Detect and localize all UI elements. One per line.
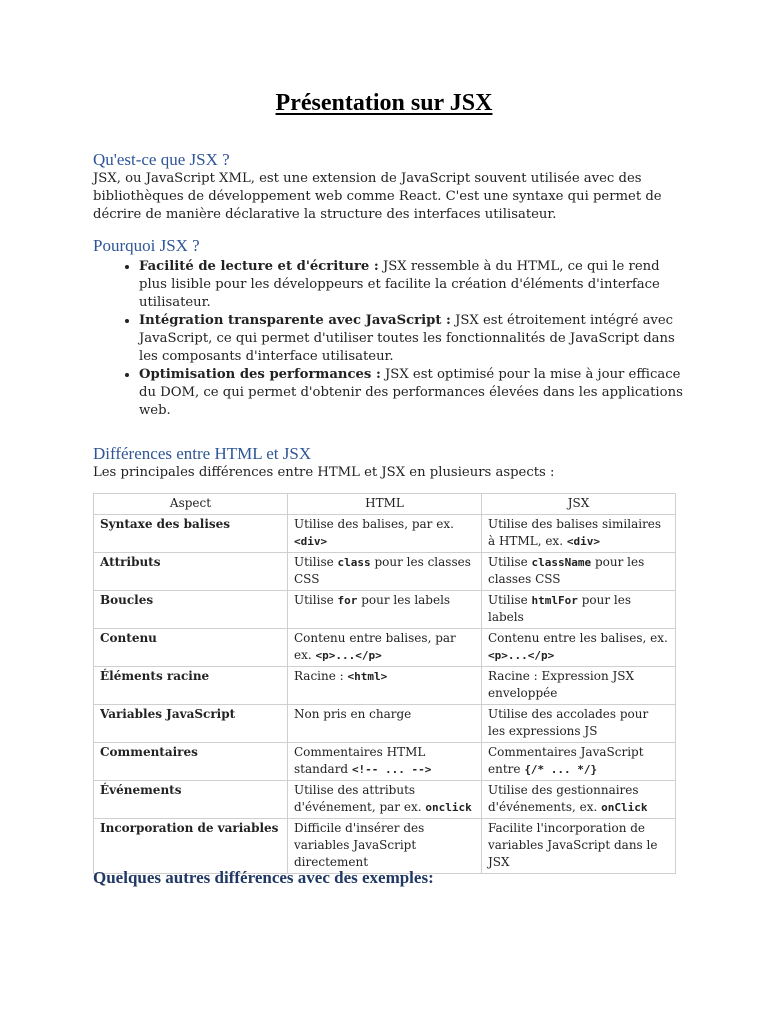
why-item-text: JSX est étroitement intégré avec JavaScript, ce qui permet d'utiliser toutes les fonctionnalités de JavaScript dans les composants d'interface utilisateur.	[139, 313, 675, 364]
cell-text: Racine : Expression JSX enveloppée	[488, 669, 635, 700]
table-row	[94, 819, 676, 874]
cell-html	[288, 819, 482, 874]
cell-text: Utilise	[294, 555, 338, 569]
table-row	[94, 591, 676, 629]
table-row	[94, 667, 676, 705]
cell-text: Utilise des balises, par ex.	[294, 517, 454, 531]
cell-jsx	[482, 515, 676, 553]
cell-aspect: Attributs	[94, 553, 288, 591]
section-diff	[93, 444, 683, 482]
why-list	[93, 258, 683, 420]
cell-jsx	[482, 781, 676, 819]
cell-aspect: Événements	[94, 781, 288, 819]
table-row	[94, 553, 676, 591]
cell-html	[288, 629, 482, 667]
cell-text: Utilise des attributs d'événement, par ex.	[294, 783, 426, 814]
table-row	[94, 629, 676, 667]
header-aspect: Aspect	[94, 494, 288, 515]
why-item-title: Intégration transparente avec JavaScript :	[139, 313, 451, 328]
cell-html	[288, 743, 482, 781]
why-item-text: JSX est optimisé pour la mise à jour efficace du DOM, ce qui permet d'obtenir des performances élevées dans les applications web.	[139, 367, 683, 418]
section-what	[93, 150, 683, 224]
cell-aspect: Variables JavaScript	[94, 705, 288, 743]
cell-html	[288, 667, 482, 705]
cell-jsx	[482, 705, 676, 743]
cell-jsx	[482, 743, 676, 781]
why-list-item	[139, 366, 683, 420]
cell-aspect: Syntaxe des balises	[94, 515, 288, 553]
why-list-item	[139, 258, 683, 312]
code-snippet: <p>...</p>	[488, 649, 555, 662]
cell-text: Non pris en charge	[294, 707, 412, 721]
cell-text: Utilise	[294, 593, 338, 607]
cell-jsx	[482, 591, 676, 629]
section-more	[93, 868, 683, 888]
cell-html	[288, 515, 482, 553]
cell-text: Utilise des balises similaires à HTML, ex.	[488, 517, 662, 548]
header-jsx: JSX	[482, 494, 676, 515]
code-snippet: onclick	[425, 801, 472, 814]
cell-html	[288, 553, 482, 591]
cell-html	[288, 591, 482, 629]
cell-text: Contenu entre balises, par ex.	[294, 631, 456, 662]
table-header-row	[94, 494, 676, 515]
cell-text: pour les labels	[357, 593, 451, 607]
cell-aspect: Incorporation de variables	[94, 819, 288, 874]
cell-text: Utilise	[488, 555, 532, 569]
table-row	[94, 515, 676, 553]
cell-text: Commentaires JavaScript entre	[488, 745, 644, 776]
code-snippet: <div>	[294, 535, 328, 548]
section-why	[93, 236, 683, 420]
cell-aspect: Boucles	[94, 591, 288, 629]
table-row	[94, 705, 676, 743]
cell-text: pour les labels	[488, 593, 631, 624]
code-snippet: <!-- ... -->	[351, 763, 432, 776]
paragraph-diff-intro: Les principales différences entre HTML et JSX en plusieurs aspects :	[93, 465, 555, 480]
cell-html	[288, 705, 482, 743]
cell-text: Utilise	[488, 593, 532, 607]
cell-html	[288, 781, 482, 819]
why-item-title: Facilité de lecture et d'écriture :	[139, 259, 379, 274]
cell-jsx	[482, 553, 676, 591]
cell-text: Difficile d'insérer des variables JavaScript directement	[294, 821, 425, 869]
cell-text: Racine :	[294, 669, 348, 683]
code-snippet: <div>	[566, 535, 600, 548]
cell-text: Facilite l'incorporation de variables JavaScript dans le JSX	[488, 821, 658, 869]
why-list-item	[139, 312, 683, 366]
cell-text: Utilise des gestionnaires d'événements, ex.	[488, 783, 639, 814]
code-snippet: for	[337, 594, 358, 607]
why-item-text: JSX ressemble à du HTML, ce qui le rend plus lisible pour les développeurs et facilite la création d'éléments d'interface utilisateur.	[139, 259, 660, 310]
cell-text: Contenu entre les balises, ex.	[488, 631, 668, 645]
page-title: Présentation sur JSX	[275, 90, 493, 116]
paragraph-what: JSX, ou JavaScript XML, est une extension de JavaScript souvent utilisée avec des bibliothèques de développement web comme React. C'est une syntaxe qui permet de décrire de manière déclarative la structure des interfaces utilisateur.	[93, 171, 662, 222]
cell-jsx	[482, 667, 676, 705]
heading-why: Pourquoi JSX ?	[93, 236, 200, 255]
cell-jsx	[482, 819, 676, 874]
heading-diff: Différences entre HTML et JSX	[93, 444, 312, 463]
code-snippet: htmlFor	[531, 594, 578, 607]
code-snippet: onClick	[601, 801, 648, 814]
table-row	[94, 743, 676, 781]
code-snippet: <p>...</p>	[315, 649, 382, 662]
code-snippet: <html>	[347, 670, 388, 683]
code-snippet: class	[337, 556, 371, 569]
cell-jsx	[482, 629, 676, 667]
header-html: HTML	[288, 494, 482, 515]
code-snippet: {/* ... */}	[524, 763, 598, 776]
cell-text: Utilise des accolades pour les expressions JS	[488, 707, 649, 738]
cell-aspect: Contenu	[94, 629, 288, 667]
cell-text: Commentaires HTML standard	[294, 745, 426, 776]
cell-text: pour les classes CSS	[488, 555, 645, 586]
cell-aspect: Éléments racine	[94, 667, 288, 705]
comparison-table	[93, 493, 676, 874]
why-item-title: Optimisation des performances :	[139, 367, 381, 382]
cell-aspect: Commentaires	[94, 743, 288, 781]
code-snippet: className	[531, 556, 592, 569]
heading-more: Quelques autres différences avec des exemples:	[93, 868, 434, 887]
table-row	[94, 781, 676, 819]
heading-what: Qu'est-ce que JSX ?	[93, 150, 230, 169]
cell-text: pour les classes CSS	[294, 555, 471, 586]
